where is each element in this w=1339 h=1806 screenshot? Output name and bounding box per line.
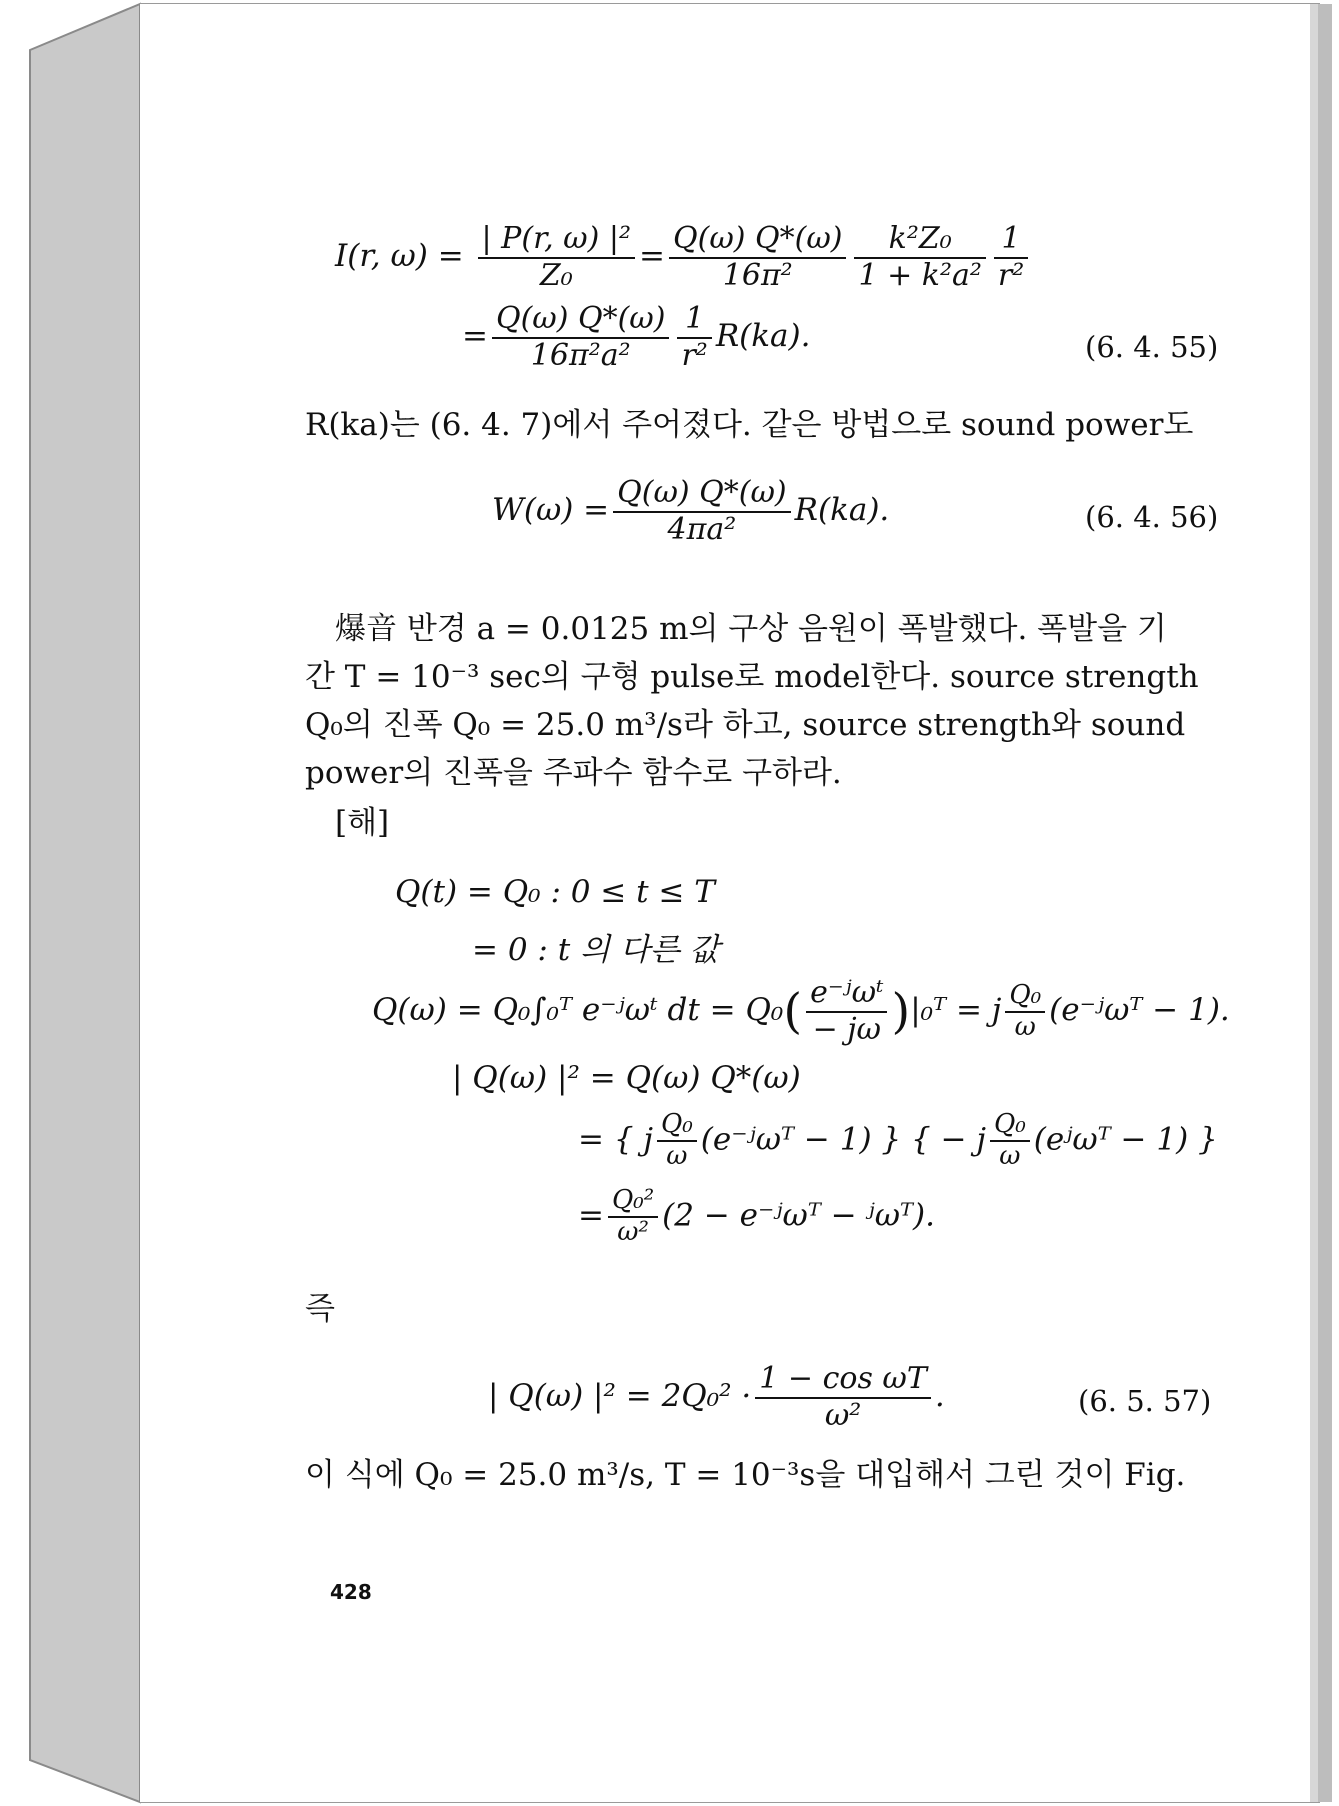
eq-6456: W(ω) = $\frac{Q(\omega) Q*(\omega)}{\text{4πa²}}$ R(ka). (492, 475, 890, 547)
solution-line-4: | Q(ω) |² = Q(ω) Q*(ω) (452, 1060, 801, 1096)
eq-number-6455: (6. 4. 55) (1085, 330, 1219, 364)
final-paragraph-line: 이 식에 Q₀ = 25.0 m³/s, T = 10⁻³s을 대입해서 그린 것이 Fig. (305, 1457, 1186, 1493)
eq-6557: | Q(ω) |² = 2Q₀² · $\frac{\text{1 − cos ωT}}{\text{ω²}}$ . (488, 1361, 945, 1433)
eq-6455-line2: = $\frac{Q(\omega) Q*(\omega)}{\text{16π²a²}}$ $\frac{1}{\text{r²}}$ R(ka). (462, 301, 811, 373)
eq-number-6557: (6. 5. 57) (1078, 1384, 1212, 1418)
example-line-3: Q₀의 진폭 Q₀ = 25.0 m³/s라 하고, source strength와 sound (305, 707, 1186, 743)
solution-line-1: Q(t) = Q₀ : 0 ≤ t ≤ T (395, 874, 715, 910)
solution-line-3: Q(ω) = Q₀∫₀ᵀ e⁻ʲωᵗ dt = Q₀( $\frac{\text{e⁻ʲωᵗ}}{- j\omega}$ )|₀ᵀ = j $\frac{\text{Q₀}}{\omega}$ (e⁻ʲωᵀ − 1). (372, 975, 1230, 1047)
eq-6455-line1: I(r, ω) = $\frac{\text{| P(r, ω) |²}}{\text{Z₀}}$ = $\frac{Q(\omega) Q*(\omega)}{\text{16π²}}$ $\frac{\text{k²Z₀}}{\text{1 + k²a²}}$ $\frac{1}{\text{r²}}$ (335, 222, 1032, 293)
solution-label: [해] (335, 805, 390, 841)
example-line-1: 爆音 반경 a = 0.0125 m의 구상 음원이 폭발했다. 폭발을 기 (335, 611, 1167, 647)
paragraph-text: R(ka)는 (6. 4. 7)에서 주어졌다. 같은 방법으로 sound power도 (305, 407, 1194, 443)
page-number: 428 (330, 1580, 372, 1604)
jeuk-label: 즉 (305, 1291, 335, 1327)
solution-line-5: = { j $\frac{\text{Q₀}}{\omega}$ (e⁻ʲωᵀ − 1) } { − j $\frac{\text{Q₀}}{\omega}$ (eʲωᵀ − 1) } (578, 1109, 1218, 1171)
example-line-2: 간 T = 10⁻³ sec의 구형 pulse로 model한다. source strength (305, 659, 1199, 695)
solution-line-6: = $\frac{\text{Q₀²}}{\text{ω²}}$ (2 − e⁻ʲωᵀ − ʲωᵀ). (578, 1185, 935, 1247)
example-line-4: power의 진폭을 주파수 함수로 구하라. (305, 755, 842, 791)
eq-number-6456: (6. 4. 56) (1085, 500, 1219, 534)
solution-line-2: = 0 : t 의 다른 값 (472, 932, 720, 968)
